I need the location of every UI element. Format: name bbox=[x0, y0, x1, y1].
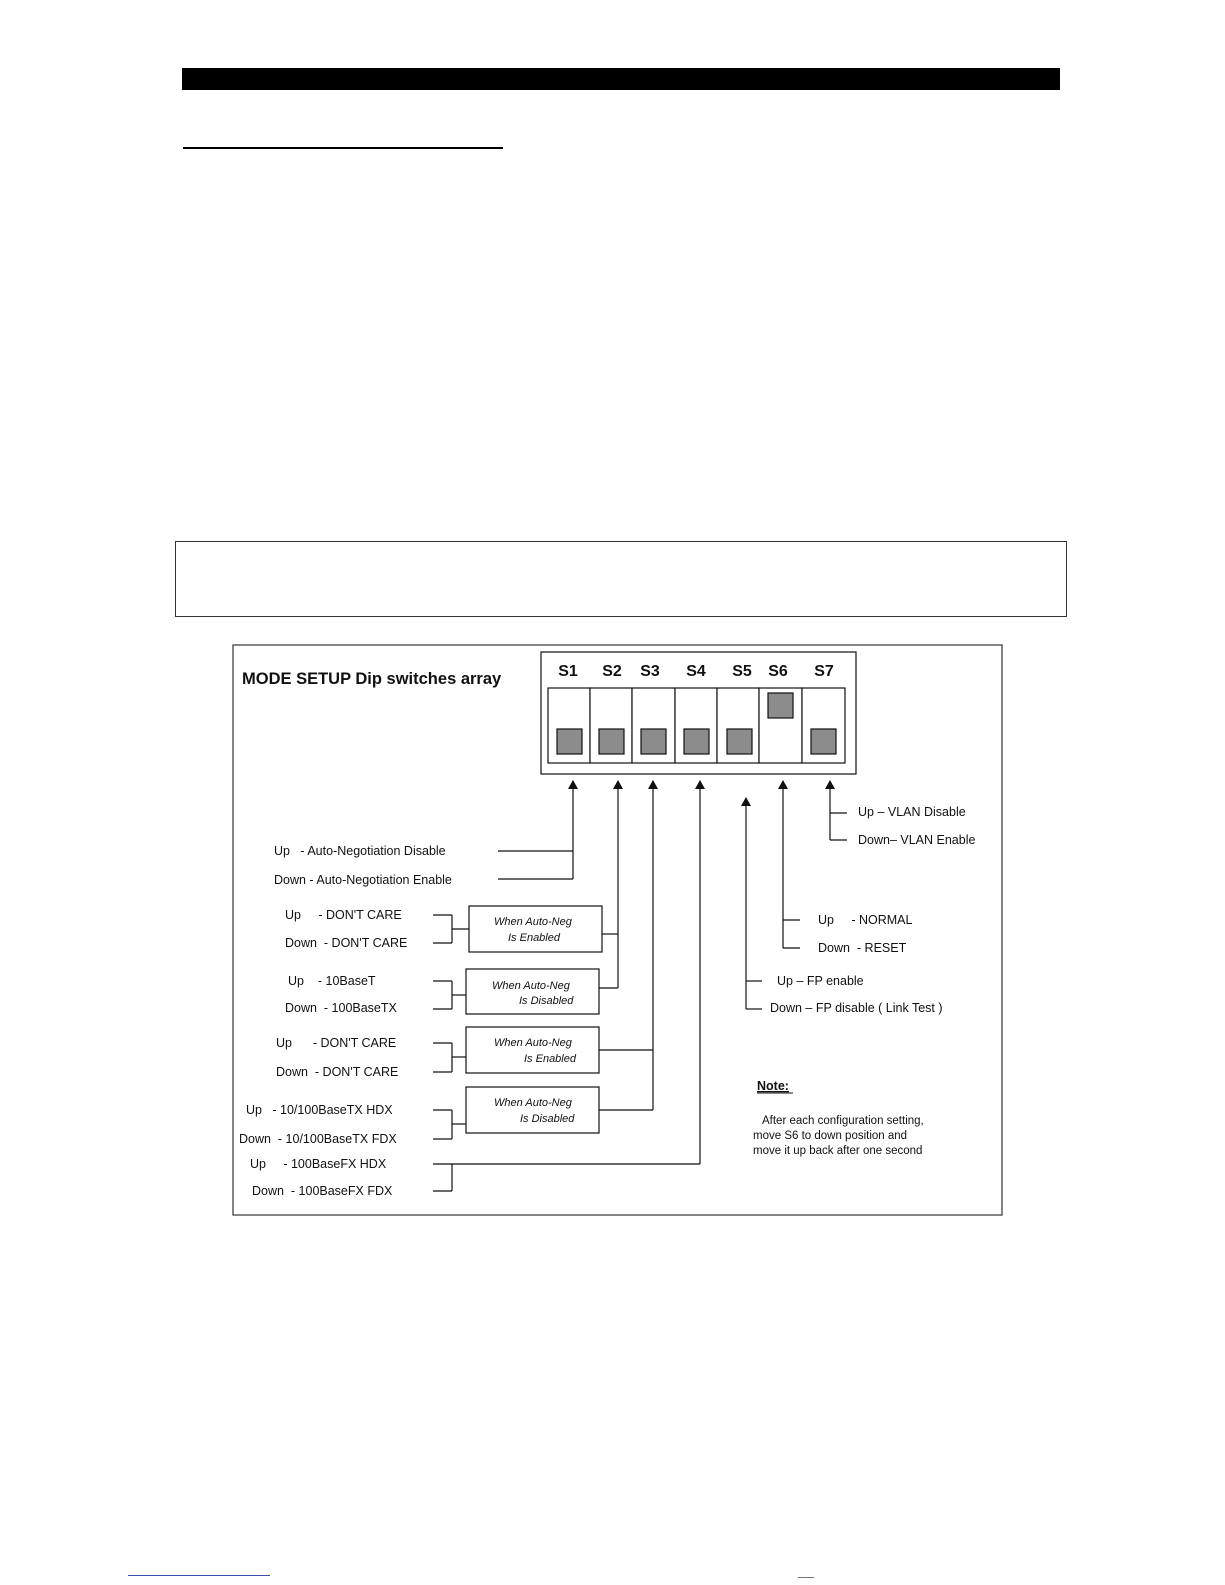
s1-down-label: Down - Auto-Negotiation Enable bbox=[274, 873, 452, 887]
s7-up-label: Up – VLAN Disable bbox=[858, 805, 966, 819]
s2-dis-down-label: Down - 100BaseTX bbox=[285, 1001, 397, 1015]
s4-down-label: Down - 100BaseFX FDX bbox=[252, 1184, 393, 1198]
s5-up-label: Up – FP enable bbox=[777, 974, 864, 988]
switch-label-s5: S5 bbox=[732, 663, 752, 680]
s4-up-label: Up - 100BaseFX HDX bbox=[250, 1157, 387, 1171]
switch-label-s4: S4 bbox=[686, 663, 706, 680]
s7-down-label: Down– VLAN Enable bbox=[858, 833, 976, 847]
s2-disabled-when-text: When Auto-Neg bbox=[492, 980, 570, 992]
diagram-title: MODE SETUP Dip switches array bbox=[242, 670, 502, 688]
s2-en-up-label: Up - DON'T CARE bbox=[285, 908, 402, 922]
s3-dis-down-label: Down - 10/100BaseTX FDX bbox=[239, 1132, 397, 1146]
switch-knob-s1 bbox=[557, 729, 582, 754]
s3-en-up-label: Up - DON'T CARE bbox=[276, 1036, 397, 1050]
s2-enabled-condition-box bbox=[469, 906, 602, 952]
switch-label-s1: S1 bbox=[558, 663, 578, 680]
switch-knob-s2 bbox=[599, 729, 624, 754]
s5-down-label: Down – FP disable ( Link Test ) bbox=[770, 1001, 943, 1015]
switch-knob-s6 bbox=[768, 693, 793, 718]
s3-enabled-state-text: Is Enabled bbox=[524, 1053, 576, 1065]
s6-down-label: Down - RESET bbox=[818, 941, 907, 955]
s3-enabled-condition-box bbox=[466, 1027, 599, 1073]
switch-knob-s3 bbox=[641, 729, 666, 754]
s1-up-label: Up - Auto-Negotiation Disable bbox=[274, 844, 446, 858]
s3-enabled-when-text: When Auto-Neg bbox=[494, 1037, 572, 1049]
footer-link-underline bbox=[128, 1575, 270, 1576]
s2-en-down-label: Down - DON'T CARE bbox=[285, 936, 408, 950]
s3-en-down-label: Down - DON'T CARE bbox=[276, 1065, 399, 1079]
s3-disabled-state-text: Is Disabled bbox=[520, 1113, 575, 1125]
switch-knob-s7 bbox=[811, 729, 836, 754]
s2-enabled-when-text: When Auto-Neg bbox=[494, 916, 572, 928]
note-line-3: move it up back after one second bbox=[753, 1145, 923, 1157]
footer-rule bbox=[798, 1577, 814, 1578]
s3-disabled-when-text: When Auto-Neg bbox=[494, 1097, 572, 1109]
switch-label-s2: S2 bbox=[602, 663, 622, 680]
switch-label-s3: S3 bbox=[640, 663, 660, 680]
switch-label-s7: S7 bbox=[814, 663, 834, 680]
s2-disabled-state-text: Is Disabled bbox=[519, 995, 574, 1007]
switch-knob-s5 bbox=[727, 729, 752, 754]
switch-label-s6: S6 bbox=[768, 663, 788, 680]
switch-knob-s4 bbox=[684, 729, 709, 754]
s3-dis-up-label: Up - 10/100BaseTX HDX bbox=[246, 1103, 393, 1117]
s3-disabled-condition-box bbox=[466, 1087, 599, 1133]
note-line-2: move S6 to down position and bbox=[753, 1130, 908, 1142]
s6-up-label: Up - NORMAL bbox=[818, 913, 913, 927]
s2-dis-up-label: Up - 10BaseT bbox=[288, 974, 376, 988]
s2-enabled-state-text: Is Enabled bbox=[508, 932, 560, 944]
note-heading: Note: bbox=[757, 1079, 789, 1093]
note-line-1: After each configuration setting, bbox=[762, 1115, 924, 1127]
